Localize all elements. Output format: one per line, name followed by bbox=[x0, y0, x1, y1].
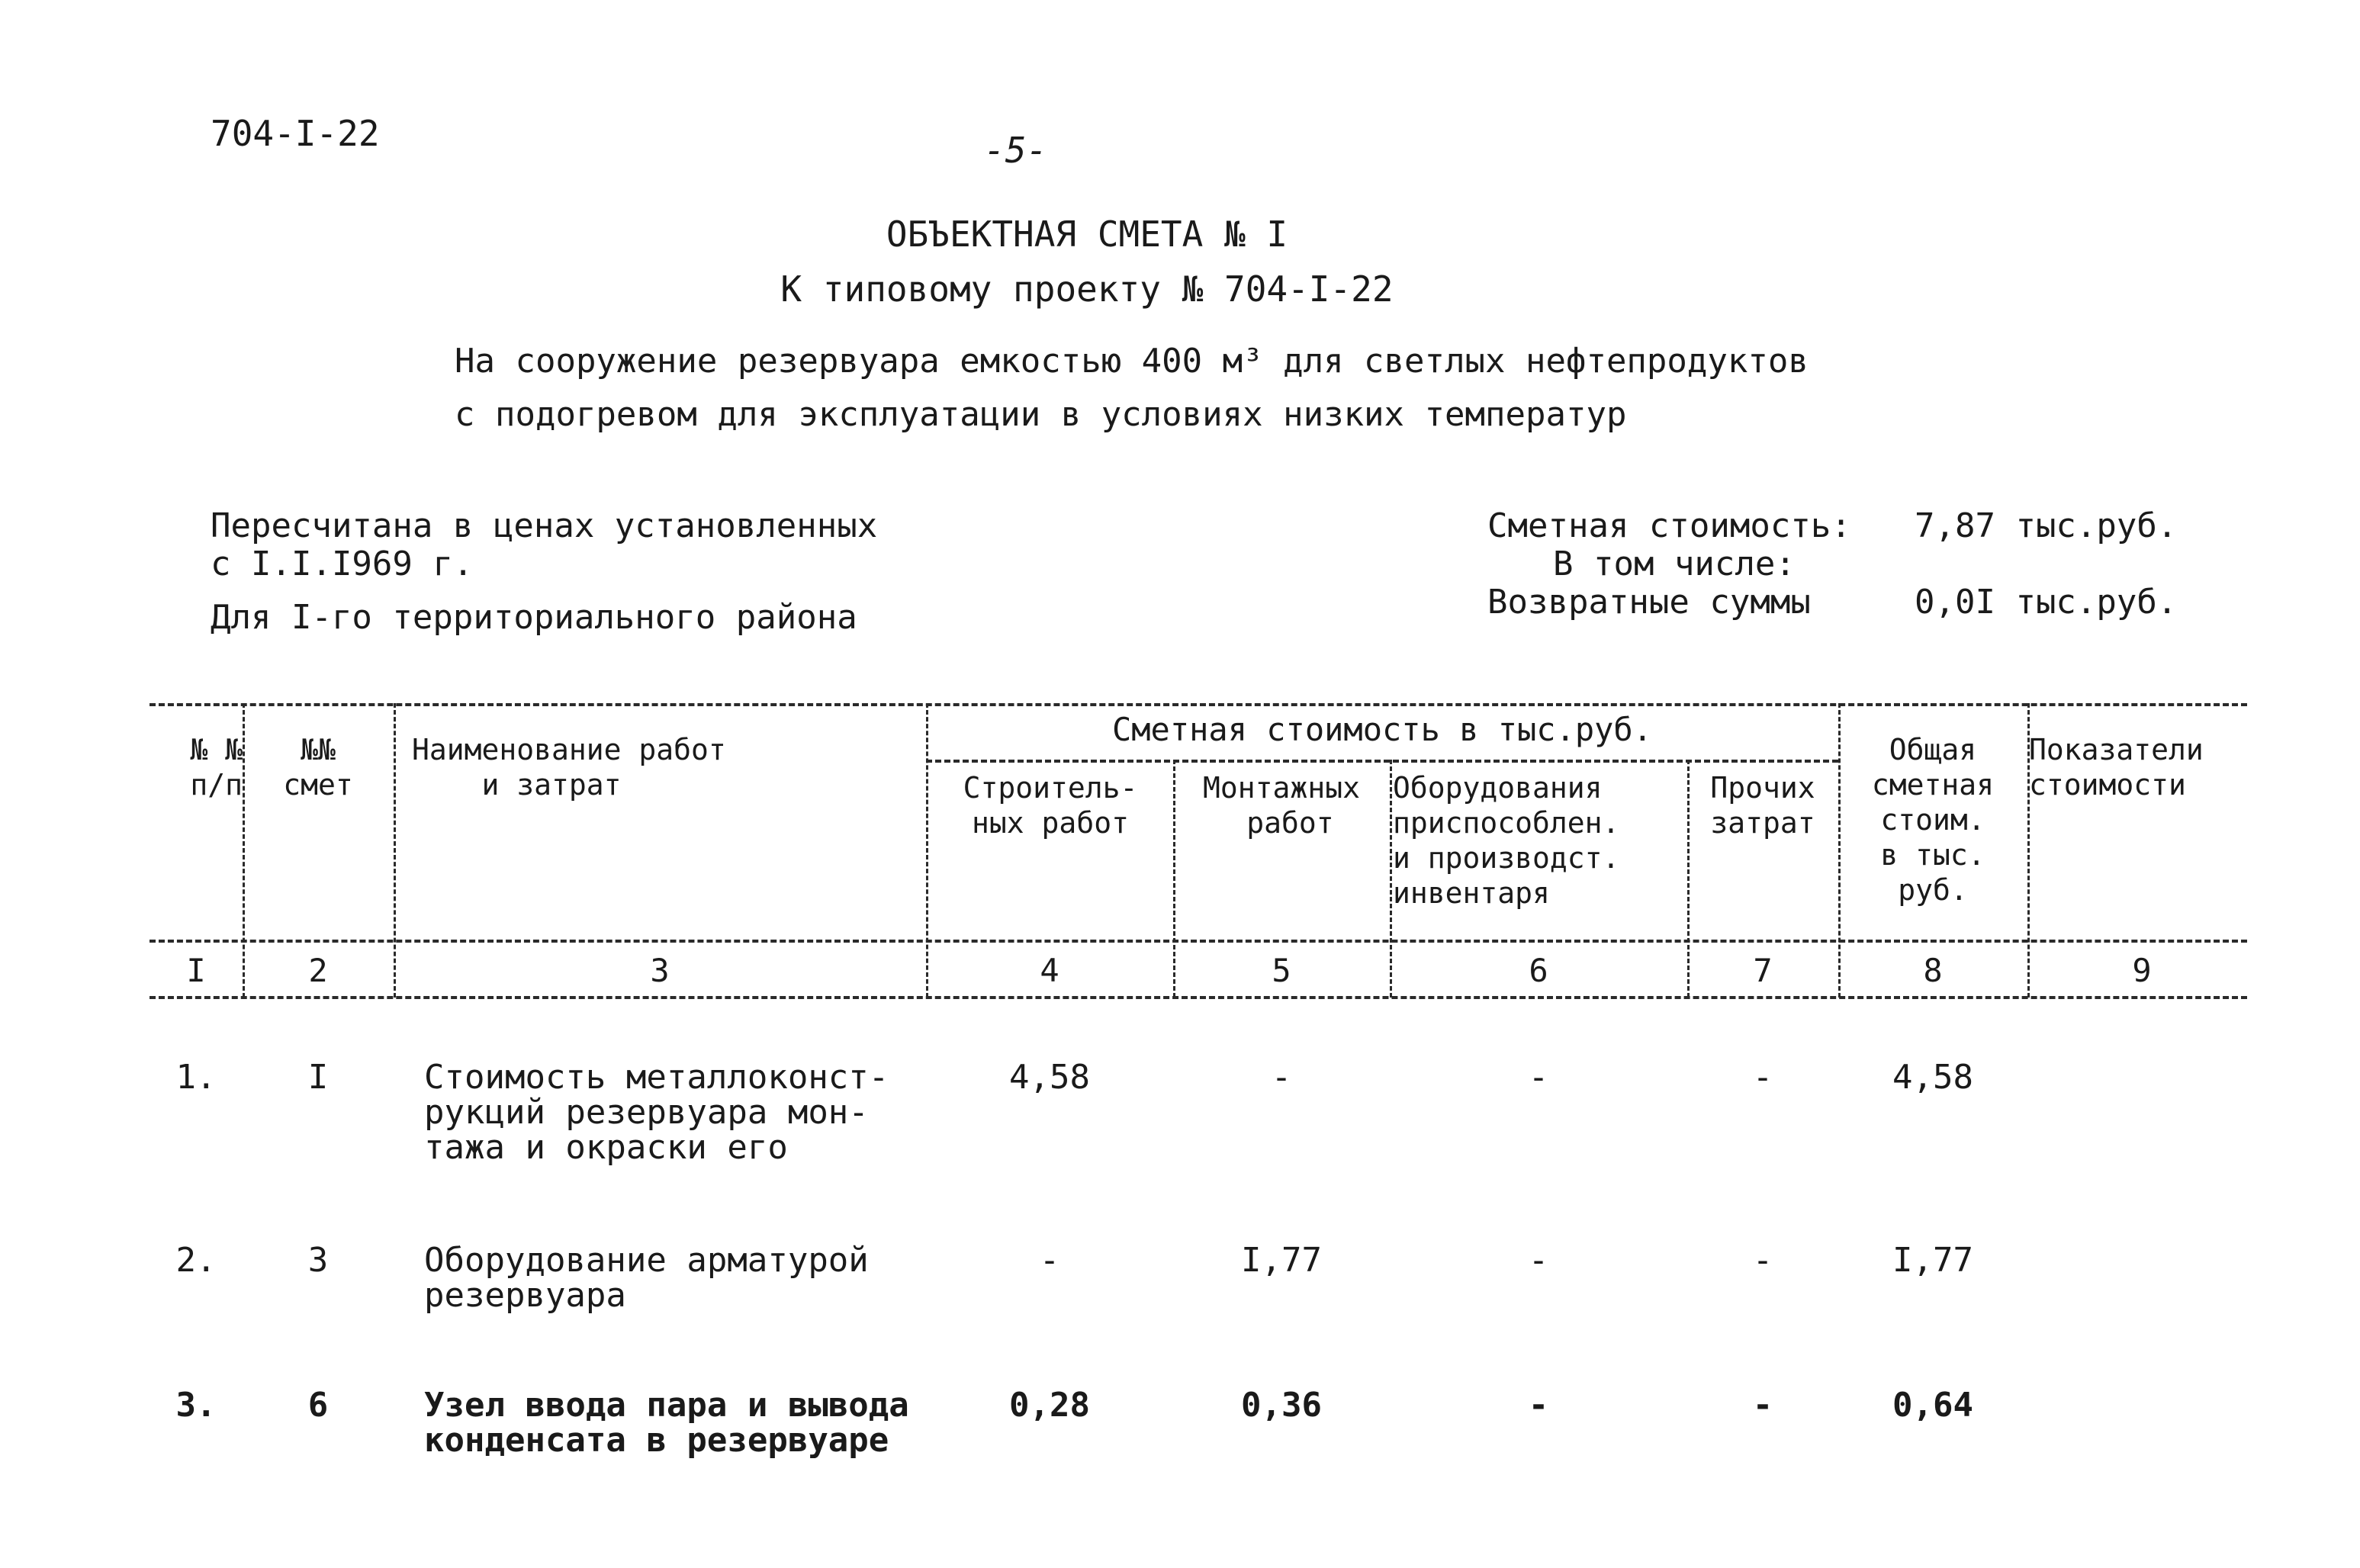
recalc-note-line-2: с I.I.I969 г. bbox=[211, 545, 474, 583]
row-installation: 0,36 bbox=[1241, 1386, 1322, 1425]
header-name: Наименование работ и затрат bbox=[412, 733, 726, 802]
header-bottom-rule bbox=[150, 940, 2247, 943]
column-number-4: 4 bbox=[1040, 952, 1059, 989]
row-construction: 0,28 bbox=[1009, 1386, 1090, 1425]
row-other: - bbox=[1752, 1241, 1773, 1280]
column-number-8: 8 bbox=[1923, 952, 1943, 989]
row-equipment: - bbox=[1528, 1241, 1549, 1280]
column-number-7: 7 bbox=[1753, 952, 1773, 989]
header-construction: Строитель- ных работ bbox=[963, 771, 1138, 840]
return-sums-label: Возвратные суммы bbox=[1487, 583, 1811, 622]
estimated-cost-label: Сметная стоимость: bbox=[1487, 506, 1851, 545]
row-equipment: - bbox=[1528, 1386, 1549, 1425]
row-construction: - bbox=[1039, 1241, 1060, 1280]
header-indicators: Показатели стоимости bbox=[2029, 733, 2204, 802]
row-equipment: - bbox=[1528, 1058, 1549, 1097]
row-num: 1. bbox=[175, 1058, 217, 1097]
row-other: - bbox=[1752, 1386, 1773, 1425]
table-top-rule bbox=[150, 703, 2247, 706]
header-installation: Монтажных работ bbox=[1203, 771, 1360, 840]
header-total: Общая сметная стоим. в тыс. руб. bbox=[1871, 733, 1995, 907]
including-label: В том числе: bbox=[1553, 545, 1796, 583]
row-estimate: 3 bbox=[307, 1241, 329, 1280]
row-num: 3. bbox=[175, 1386, 217, 1425]
row-installation: I,77 bbox=[1241, 1241, 1322, 1280]
header-equipment: Оборудования приспособлен. и производст. инвентаря bbox=[1393, 771, 1620, 910]
row-name: Оборудование арматурой резервуара bbox=[424, 1241, 869, 1315]
document-subtitle: К типовому проекту № 704-I-22 bbox=[780, 268, 1394, 310]
recalc-note-line-1: Пересчитана в ценах установленных bbox=[211, 506, 878, 545]
row-total: 4,58 bbox=[1892, 1058, 1973, 1097]
district-note: Для I-го территориального района bbox=[211, 598, 857, 637]
header-estimates: №№ смет bbox=[283, 733, 353, 802]
column-number-9: 9 bbox=[2132, 952, 2152, 989]
column-number-1: I bbox=[186, 952, 206, 989]
document-code: 704-I-22 bbox=[211, 113, 380, 154]
header-num: № № п/п bbox=[190, 733, 243, 802]
row-num: 2. bbox=[175, 1241, 217, 1280]
document-title: ОБЪЕКТНАЯ СМЕТА № I bbox=[886, 214, 1288, 255]
row-estimate: I bbox=[307, 1058, 329, 1097]
description-line-2: с подогревом для эксплуатации в условиях низких температур bbox=[455, 395, 1627, 434]
return-sums-value: 0,0I тыс.руб. bbox=[1915, 583, 2178, 622]
row-name: Стоимость металлоконст- рукций резервуара мон- тажа и окраски его bbox=[424, 1058, 889, 1167]
row-total: I,77 bbox=[1892, 1241, 1973, 1280]
column-number-5: 5 bbox=[1272, 952, 1291, 989]
header-cost-group: Сметная стоимость в тыс.руб. bbox=[1111, 711, 1652, 748]
row-name: Узел ввода пара и вывода конденсата в резервуаре bbox=[424, 1386, 909, 1460]
row-total: 0,64 bbox=[1892, 1386, 1973, 1425]
column-number-6: 6 bbox=[1529, 952, 1548, 989]
header-other: Прочих затрат bbox=[1710, 771, 1815, 840]
colnum-bottom-rule bbox=[150, 996, 2247, 999]
description-line-1: На сооружение резервуара емкостью 400 м³ для светлых нефтепродуктов bbox=[455, 342, 1809, 381]
row-other: - bbox=[1752, 1058, 1773, 1097]
row-estimate: 6 bbox=[307, 1386, 329, 1425]
estimated-cost-value: 7,87 тыс.руб. bbox=[1915, 506, 2178, 545]
row-construction: 4,58 bbox=[1009, 1058, 1090, 1097]
column-number-3: 3 bbox=[650, 952, 670, 989]
row-installation: - bbox=[1271, 1058, 1292, 1097]
page-number: -5- bbox=[984, 130, 1048, 171]
column-number-2: 2 bbox=[308, 952, 328, 989]
subheader-rule bbox=[926, 760, 1838, 763]
